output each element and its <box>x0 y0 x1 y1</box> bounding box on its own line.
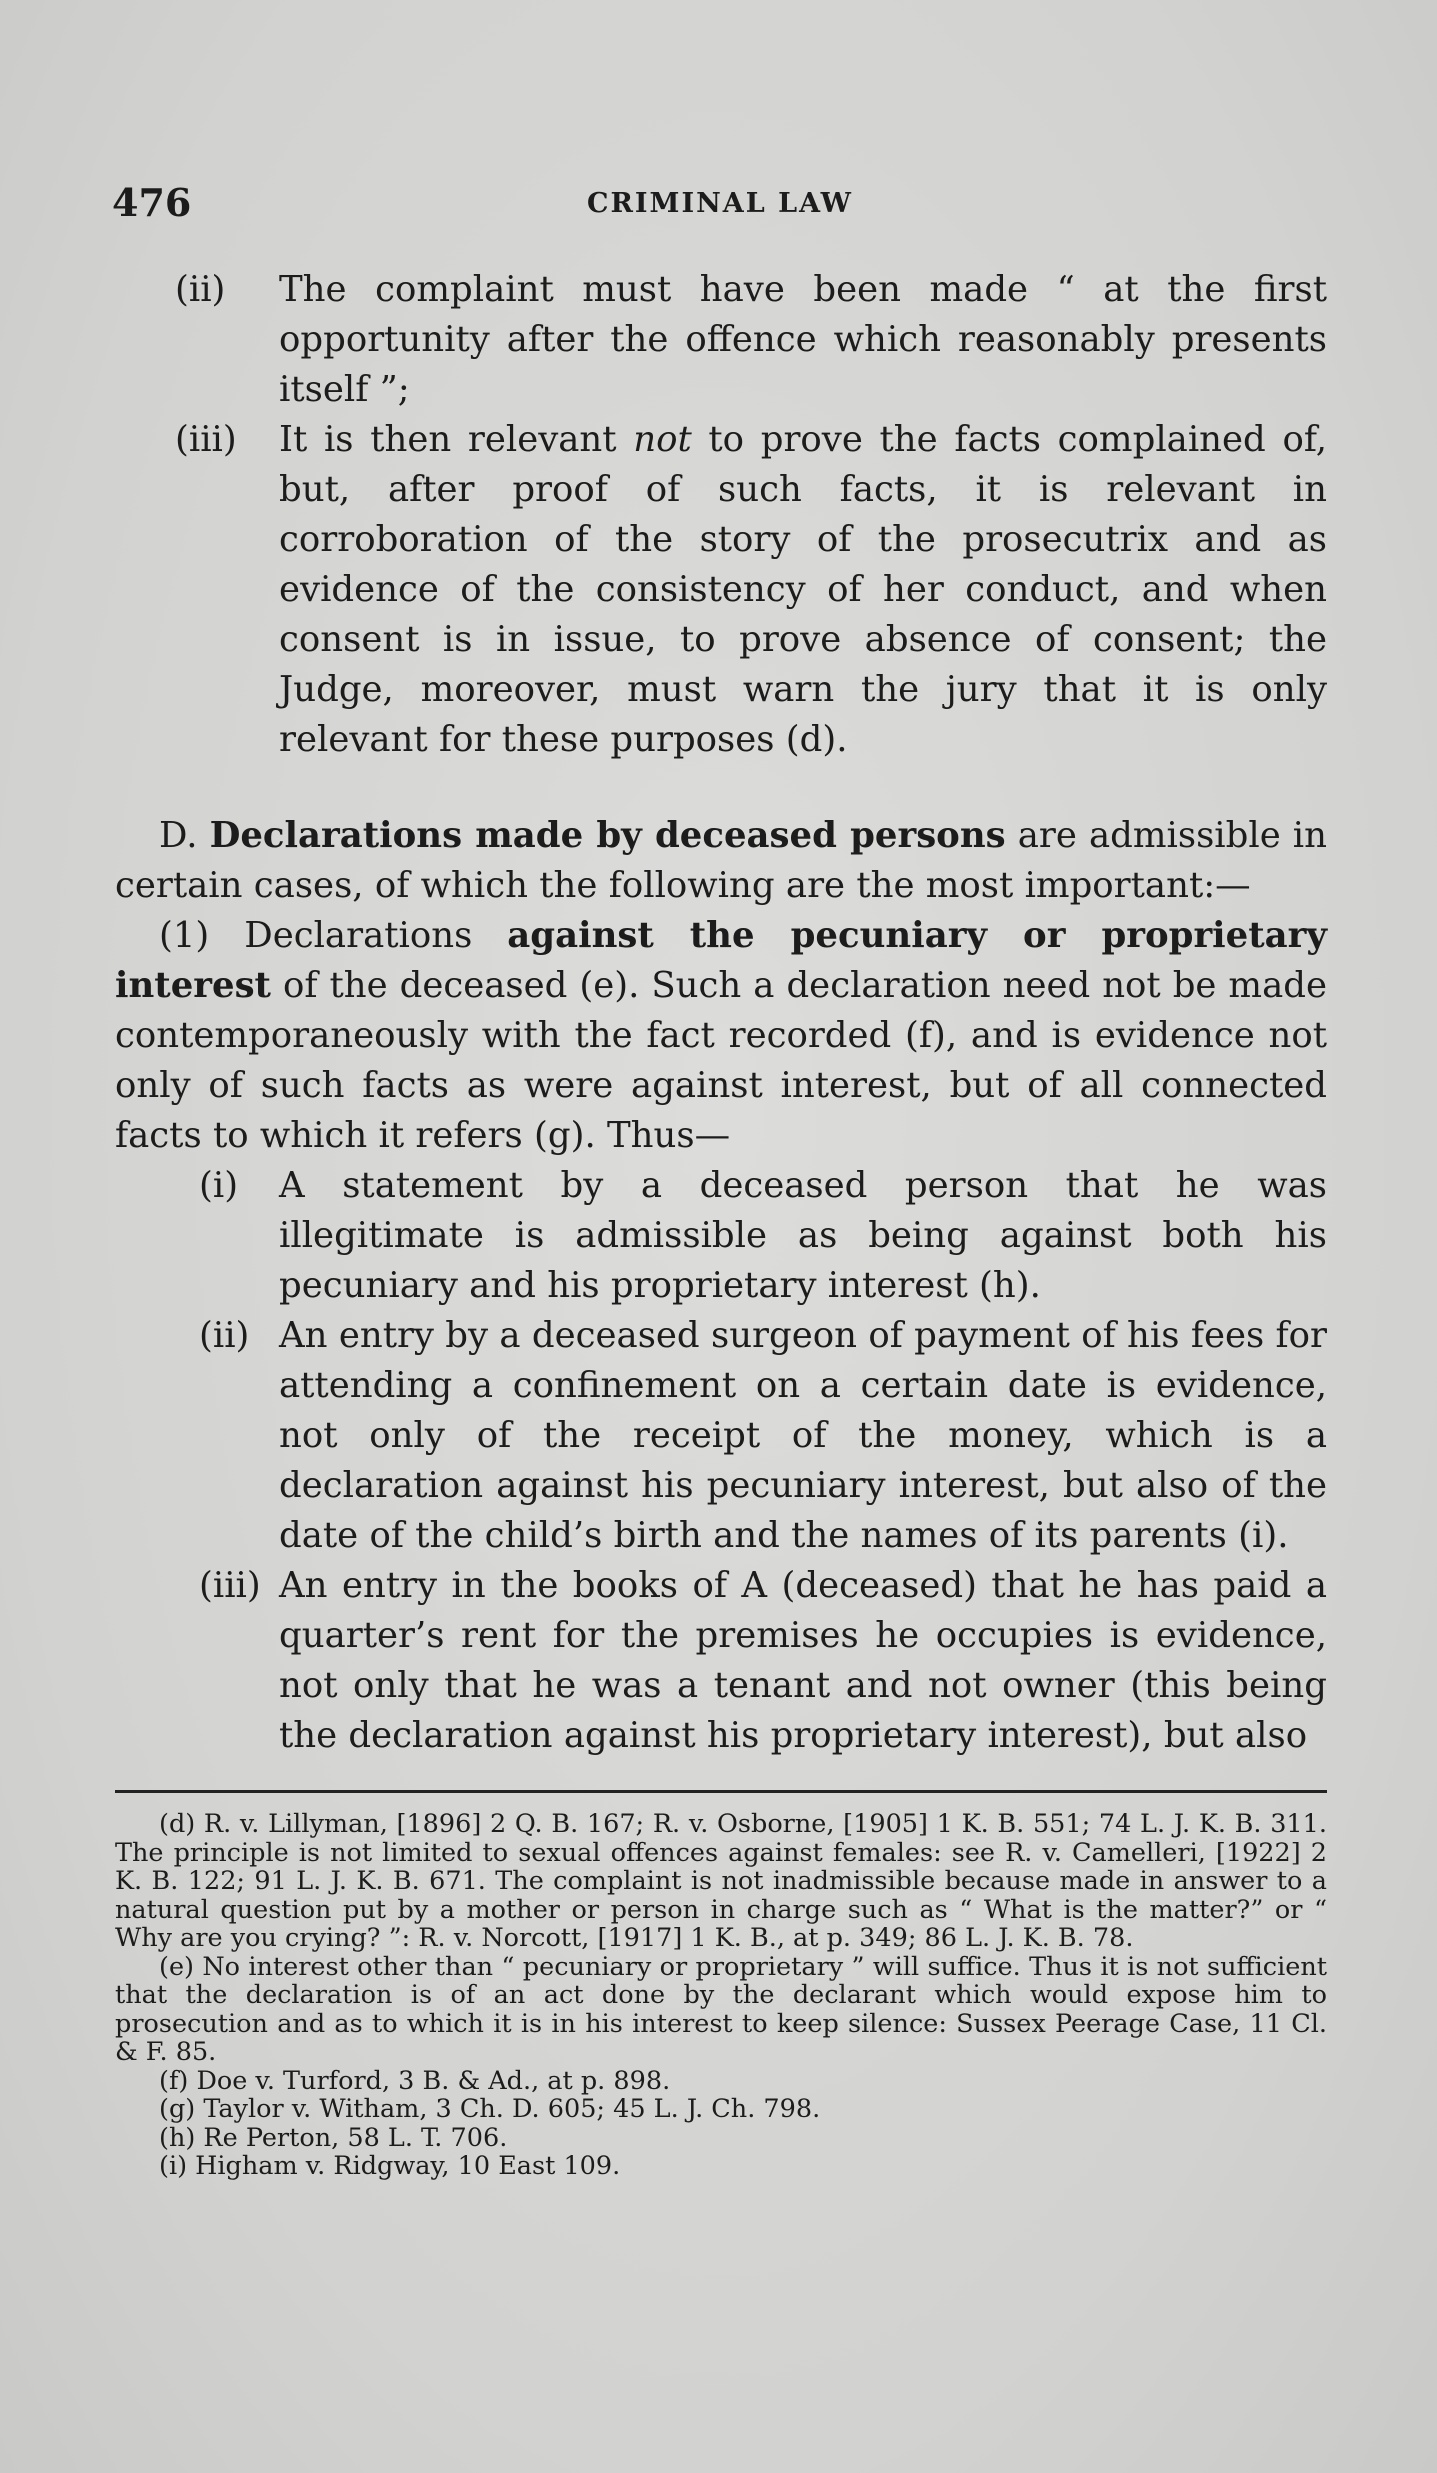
item-text: The complaint must have been made “ at the first opportunity after the offence which reasonably presents itself ”; <box>279 269 1327 410</box>
footnotes <box>115 1810 1327 2181</box>
footnote-f: (f) Doe v. Turford, 3 B. & Ad., at p. 898. <box>159 2065 671 2096</box>
paragraph-1 <box>115 911 1327 1161</box>
section-text: are admissible in certain cases, of which the following are the most important:— <box>115 815 1328 906</box>
footnote-i: (i) Higham v. Ridgway, 10 East 109. <box>159 2151 621 2181</box>
section-d-heading <box>115 811 1327 911</box>
item-text: An entry by a deceased surgeon of payment of his fees for attending a confinement on a certain date is evidence, not only of the receipt of the money, which is a declaration against his pecuniary interest, but also of the date of the child’s birth and the names of its parents (i). <box>279 1315 1327 1556</box>
page-number: 476 <box>112 180 192 225</box>
section-letter: D. <box>159 815 198 856</box>
item-number: (ii) <box>175 269 226 310</box>
body-text <box>115 265 1327 1761</box>
footnote-e: (e) No interest other than “ pecuniary or proprietary ” will suffice. Thus it is not sufficient that the declaration is of an act done by the declarant which would expose him to prosecution and as to which it is in his interest to keep silence: Sussex Peerage Case, 11 Cl. & F. 85. <box>115 1951 1327 2067</box>
item-text: An entry in the books of A (deceased) that he has paid a quarter’s rent for the premises he occupies is evidence, not only that he was a tenant and not owner (this being the declaration against his proprietary interest), but also <box>279 1565 1327 1756</box>
list-item <box>115 1311 1327 1561</box>
item-text: A statement by a deceased person that he was illegitimate is admissible as being against both his pecuniary and his proprietary interest (h). <box>279 1165 1327 1306</box>
item-text-pre: It is then relevant <box>279 419 634 460</box>
list-item <box>115 1161 1327 1311</box>
footnote-h: (h) Re Perton, 58 L. T. 706. <box>159 2122 508 2153</box>
footnote-g: (g) Taylor v. Witham, 3 Ch. D. 605; 45 L. J. Ch. 798. <box>159 2094 821 2124</box>
footnote-divider <box>115 1790 1327 1793</box>
paragraph-post: of the deceased (e). Such a declaration need not be made contemporaneously with the fact recorded (f), and is evidence not only of such facts as were against interest, but of all connected facts to which it refers (g). Thus— <box>115 965 1327 1156</box>
list-item <box>115 1561 1327 1761</box>
list-item <box>115 415 1327 765</box>
item-text-post: to prove the facts complained of, but, after proof of such facts, it is relevant in corroboration of the story of the prosecutrix and as evidence of the consistency of her conduct, and when consent is in issue, to prove absence of consent; the Judge, moreover, must warn the jury that it is only relevant for these purposes (d). <box>279 419 1327 760</box>
running-head: CRIMINAL LAW <box>587 188 853 219</box>
item-number: (i) <box>199 1165 239 1206</box>
page-header <box>112 180 1328 230</box>
item-number: (iii) <box>175 419 237 460</box>
list-item <box>115 265 1327 415</box>
footnote-d: (d) R. v. Lillyman, [1896] 2 Q. B. 167; R. v. Osborne, [1905] 1 K. B. 551; 74 L. J. K. B. 311. The principle is not limited to sexual offences against females: see R. v. Camelleri, [1922] 2 K. B. 122; 91 L. J. K. B. 671. The complaint is not inadmissible because made in answer to a natural question put by a mother or person in charge such as “ What is the matter?” or “ Why are you crying? ”: R. v. Norcott, [1917] 1 K. B., at p. 349; 86 L. J. K. B. 78. <box>115 1809 1327 1953</box>
item-text-emphasis: not <box>633 419 692 460</box>
paragraph-pre: (1) Declarations <box>159 915 508 956</box>
item-number: (ii) <box>199 1315 250 1356</box>
item-number: (iii) <box>199 1565 261 1606</box>
paragraph-bold: against the pecuniary or proprietary interest <box>115 915 1327 1006</box>
section-title: Declarations made by deceased persons <box>209 815 1006 856</box>
